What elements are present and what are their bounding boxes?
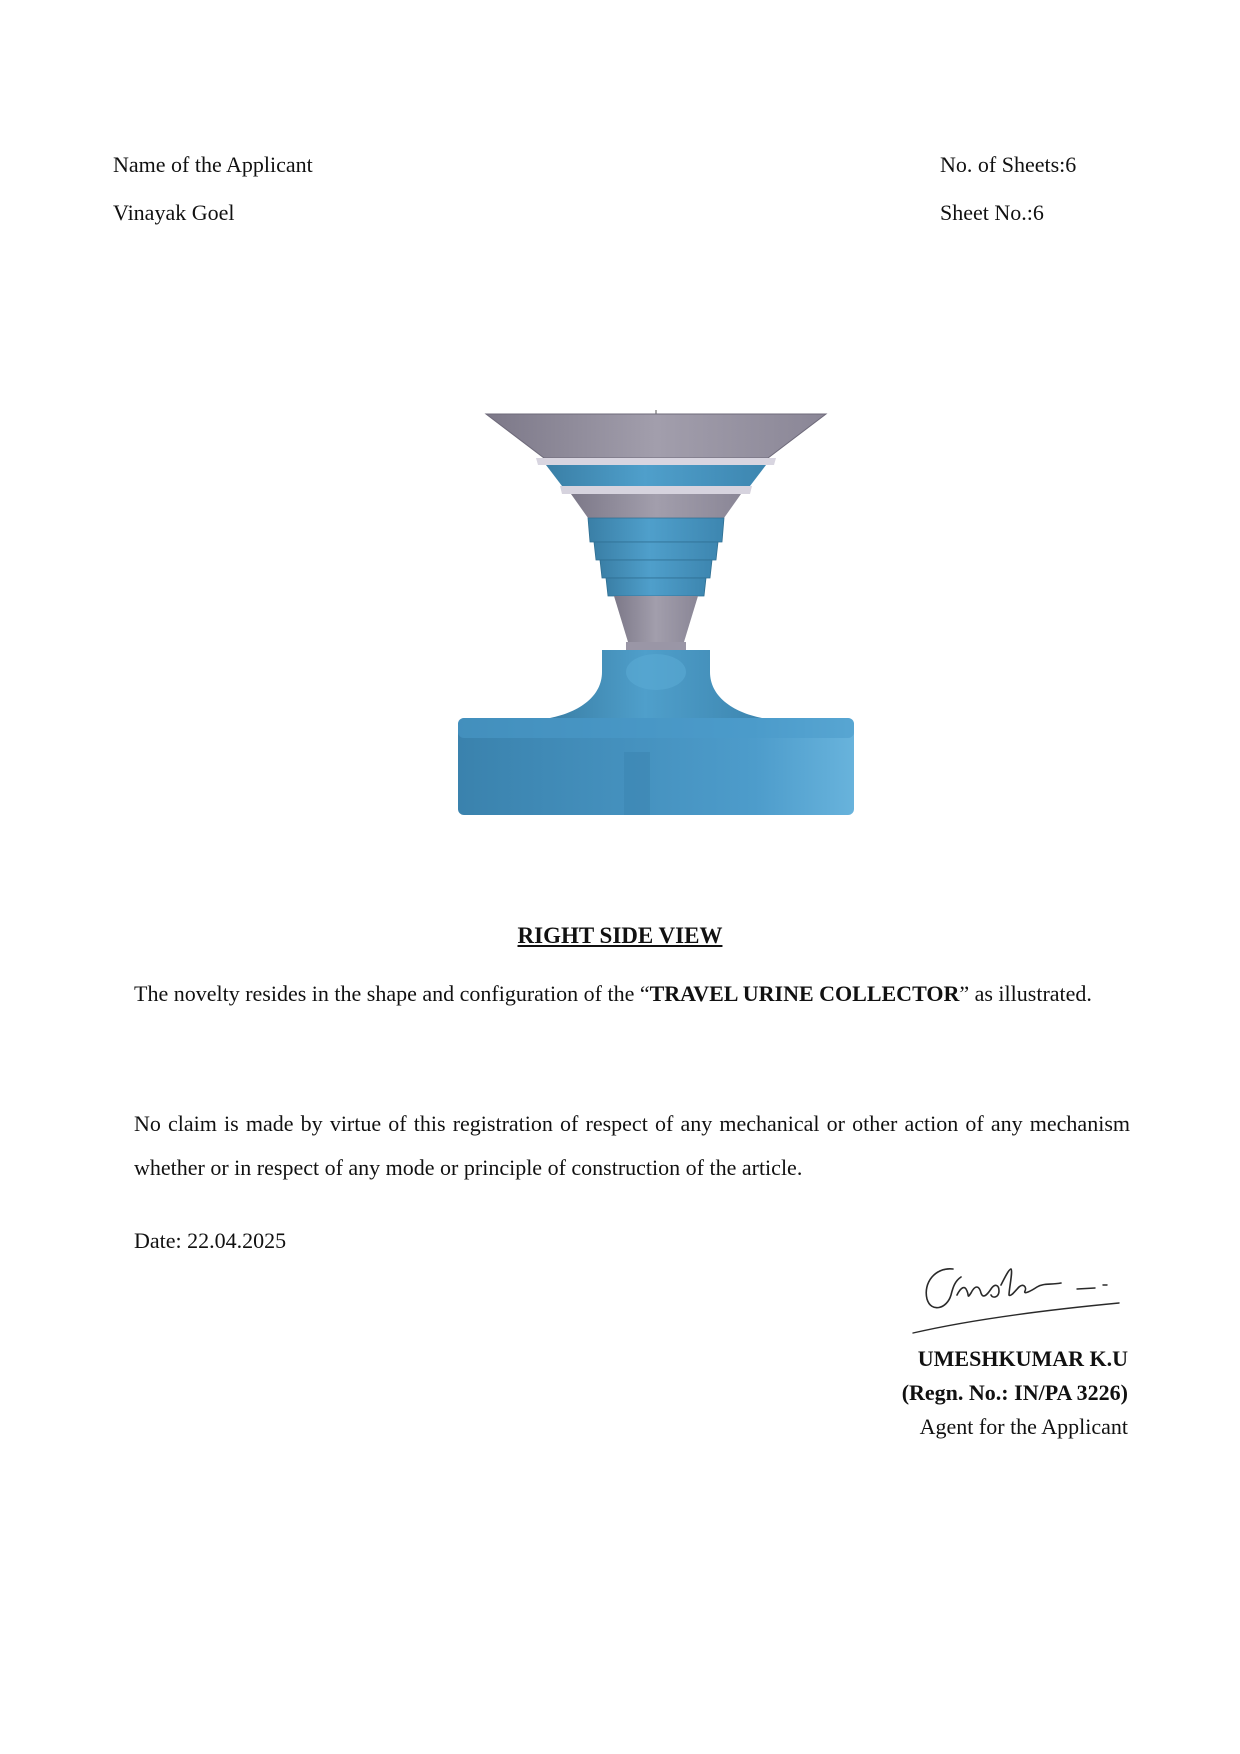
applicant-name: Vinayak Goel bbox=[113, 200, 235, 225]
agent-name: UMESHKUMAR K.U bbox=[917, 1346, 1128, 1371]
stepped-rings bbox=[536, 458, 776, 596]
product-name: TRAVEL URINE COLLECTOR bbox=[649, 981, 960, 1006]
funnel-cone bbox=[486, 410, 826, 458]
novelty-statement bbox=[134, 972, 1130, 1016]
agent-registration: (Regn. No.: IN/PA 3226) bbox=[901, 1380, 1128, 1405]
novelty-suffix: ” as illustrated. bbox=[959, 981, 1092, 1006]
view-title: RIGHT SIDE VIEW bbox=[517, 923, 723, 948]
sheets-count: No. of Sheets:6 bbox=[940, 152, 1077, 177]
sheet-number: Sheet No.:6 bbox=[940, 200, 1044, 225]
product-drawing bbox=[456, 410, 856, 815]
stand bbox=[550, 650, 762, 718]
agent-role: Agent for the Applicant bbox=[919, 1414, 1128, 1439]
novelty-prefix: The novelty resides in the shape and configuration of the “ bbox=[134, 981, 650, 1006]
date-line: Date: 22.04.2025 bbox=[134, 1228, 287, 1253]
claim-disclaimer: No claim is made by virtue of this registration of respect of any mechanical or other action of any mechanism whether or in respect of any mode or principle of construction of the article. bbox=[134, 1111, 1130, 1180]
neck bbox=[614, 596, 698, 650]
applicant-label: Name of the Applicant bbox=[113, 152, 313, 177]
signature-image bbox=[905, 1255, 1135, 1340]
base-disc bbox=[458, 718, 854, 815]
